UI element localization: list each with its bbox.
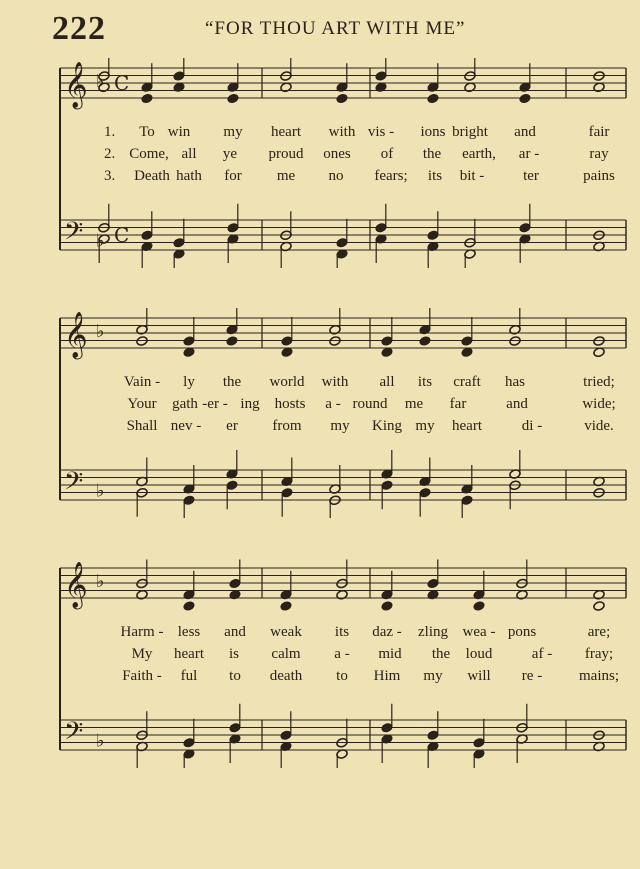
- note: [226, 336, 238, 347]
- lyric-syllable: with: [321, 374, 349, 390]
- lyric-syllable: fair: [588, 124, 610, 140]
- treble-clef-icon: 𝄞: [64, 312, 88, 358]
- flat-icon: ♭: [96, 71, 105, 92]
- note: [427, 741, 439, 768]
- lyric-syllable: mains;: [579, 668, 619, 684]
- note: [381, 480, 393, 509]
- note: [183, 749, 195, 768]
- note: [183, 719, 195, 748]
- lyric-syllable: for: [224, 168, 242, 184]
- lyric-syllable: ar -: [518, 146, 540, 162]
- lyric-line-verse-1: [52, 624, 630, 644]
- lyric-syllable: are;: [587, 624, 611, 640]
- note: [375, 204, 387, 233]
- note: [336, 249, 348, 268]
- note: [464, 219, 476, 248]
- note: [183, 347, 195, 358]
- lyric-syllable: a -: [334, 646, 350, 662]
- lyric-syllable: the: [422, 146, 442, 162]
- lyric-syllable: ions: [420, 124, 446, 140]
- lyric-syllable: to: [229, 668, 241, 684]
- lyric-syllable: death: [269, 668, 303, 684]
- lyric-syllable: tried;: [583, 374, 615, 390]
- treble-staff: [60, 568, 626, 598]
- lyric-syllable: proud: [268, 146, 304, 162]
- note: [281, 458, 293, 487]
- lyric-syllable: zling: [418, 624, 448, 640]
- lyric-syllable: the: [222, 374, 242, 390]
- note: [280, 741, 292, 768]
- note: [461, 465, 473, 494]
- note: [464, 58, 476, 81]
- lyric-syllable: Your: [127, 396, 157, 412]
- lyric-syllable: all: [379, 374, 395, 390]
- lyric-syllable: a -: [325, 396, 341, 412]
- note: [229, 704, 241, 733]
- note: [427, 241, 439, 268]
- note: [280, 241, 292, 268]
- lyric-syllable: will: [467, 668, 491, 684]
- lyric-syllable: and: [514, 124, 536, 140]
- lyric-syllable: round: [352, 396, 388, 412]
- note: [461, 347, 473, 358]
- lyric-syllable: ray: [589, 146, 609, 162]
- lyric-syllable: hosts: [274, 396, 306, 412]
- lyric-syllable: ly: [183, 374, 195, 390]
- note: [336, 719, 348, 748]
- note: [227, 234, 239, 263]
- note: [516, 704, 528, 733]
- note: [329, 465, 341, 494]
- note: [509, 480, 521, 509]
- note: [173, 249, 185, 268]
- lyric-syllable: craft: [453, 374, 481, 390]
- lyric-syllable: pons: [507, 624, 537, 640]
- flat-icon: ♭: [96, 230, 105, 252]
- lyric-syllable: To: [139, 124, 155, 140]
- lyric-syllable: re -: [521, 668, 543, 684]
- common-time-icon: C: [114, 223, 130, 247]
- note: [381, 450, 393, 479]
- note: [519, 234, 531, 263]
- note: [509, 308, 521, 335]
- note: [516, 734, 528, 763]
- bass-clef-icon: 𝄢: [64, 717, 84, 752]
- note: [280, 711, 292, 740]
- lyric-syllable: far: [449, 396, 467, 412]
- lyric-syllable: vide.: [584, 418, 614, 434]
- note: [464, 249, 476, 268]
- note: [136, 458, 148, 487]
- lyric-syllable: less: [177, 624, 201, 640]
- lyric-syllable: 2.: [104, 146, 116, 162]
- lyric-line-verse-2: [52, 646, 630, 666]
- lyric-syllable: with: [328, 124, 356, 140]
- lyric-syllable: bit -: [459, 168, 485, 184]
- lyric-line-verse-1: [52, 374, 630, 394]
- note: [281, 317, 293, 346]
- note: [226, 480, 238, 509]
- hymn-title: “FOR THOU ART WITH ME”: [205, 18, 466, 39]
- lyric-syllable: fray;: [584, 646, 614, 662]
- note: [473, 719, 485, 748]
- bass-clef-icon: 𝄢: [64, 467, 84, 502]
- flat-icon: ♭: [96, 730, 105, 752]
- lyric-syllable: the: [431, 646, 451, 662]
- flat-icon: ♭: [96, 480, 105, 502]
- note: [427, 211, 439, 240]
- lyric-syllable: heart: [452, 418, 482, 434]
- lyric-syllable: me: [276, 168, 296, 184]
- note: [419, 308, 431, 335]
- lyric-syllable: my: [423, 668, 443, 684]
- note: [136, 560, 148, 589]
- flat-icon: ♭: [96, 571, 105, 592]
- lyric-syllable: my: [330, 418, 350, 434]
- note: [329, 308, 341, 335]
- note: [419, 458, 431, 487]
- bass-clef-icon: 𝄢: [64, 217, 84, 252]
- note: [427, 711, 439, 740]
- note: [329, 495, 341, 518]
- lyric-syllable: heart: [271, 124, 301, 140]
- note: [227, 93, 239, 104]
- note: [516, 560, 528, 589]
- lyric-syllable: my: [223, 124, 243, 140]
- lyric-syllable: weak: [270, 624, 302, 640]
- note: [336, 219, 348, 248]
- note: [226, 308, 238, 335]
- lyric-syllable: to: [336, 668, 348, 684]
- lyric-syllable: no: [328, 168, 344, 184]
- lyric-syllable: daz -: [372, 624, 402, 640]
- lyric-syllable: Death: [134, 168, 170, 184]
- lyric-syllable: King: [372, 418, 402, 434]
- lyric-line-verse-3: [52, 418, 630, 438]
- note: [183, 495, 195, 518]
- note: [226, 450, 238, 479]
- note: [419, 336, 431, 347]
- lyric-syllable: Come,: [129, 146, 169, 162]
- lyric-syllable: from: [272, 418, 302, 434]
- note: [336, 560, 348, 589]
- lyric-syllable: ter: [523, 168, 539, 184]
- lyric-syllable: ones: [323, 146, 351, 162]
- lyric-line-verse-2: [52, 396, 630, 416]
- lyric-syllable: mid: [378, 646, 402, 662]
- note: [229, 734, 241, 763]
- note: [461, 495, 473, 518]
- note: [280, 211, 292, 240]
- treble-clef-icon: 𝄞: [64, 562, 88, 608]
- bass-staff: [60, 720, 626, 750]
- lyric-syllable: me: [404, 396, 424, 412]
- lyric-syllable: fears;: [374, 168, 408, 184]
- note: [227, 204, 239, 233]
- lyric-syllable: nev -: [170, 418, 202, 434]
- lyric-line-verse-2: [52, 146, 630, 166]
- lyric-syllable: earth,: [462, 146, 496, 162]
- music-system-1: [52, 58, 630, 268]
- lyric-syllable: 3.: [104, 168, 116, 184]
- note: [183, 317, 195, 346]
- note: [519, 204, 531, 233]
- treble-clef-icon: 𝄞: [64, 62, 88, 108]
- lyric-syllable: is: [228, 646, 240, 662]
- lyric-syllable: di -: [521, 418, 543, 434]
- lyric-syllable: af -: [531, 646, 553, 662]
- note: [280, 58, 292, 81]
- note: [336, 749, 348, 768]
- note: [136, 711, 148, 740]
- note: [183, 601, 195, 612]
- lyric-syllable: wide;: [582, 396, 616, 412]
- note: [136, 308, 148, 335]
- note: [141, 241, 153, 268]
- lyric-syllable: ye: [222, 146, 238, 162]
- lyric-syllable: gath: [172, 396, 198, 412]
- note: [381, 704, 393, 733]
- lyric-syllable: has: [505, 374, 525, 390]
- music-system-2: [52, 308, 630, 518]
- note: [136, 741, 148, 768]
- note: [381, 347, 393, 358]
- lyric-line-verse-3: [52, 668, 630, 688]
- note: [427, 560, 439, 589]
- lyric-syllable: vis -: [367, 124, 395, 140]
- note: [281, 347, 293, 358]
- lyric-syllable: its: [417, 374, 433, 390]
- note: [141, 211, 153, 240]
- note: [173, 219, 185, 248]
- note: [473, 601, 485, 612]
- note: [336, 93, 348, 104]
- note: [281, 487, 293, 516]
- lyric-syllable: heart: [174, 646, 204, 662]
- note: [593, 601, 605, 612]
- lyric-syllable: -er -: [202, 396, 228, 412]
- lyric-syllable: ful: [180, 668, 198, 684]
- lyric-syllable: its: [427, 168, 443, 184]
- note: [280, 601, 292, 612]
- lyric-syllable: hath: [176, 168, 202, 184]
- note: [519, 93, 531, 104]
- note: [229, 560, 241, 589]
- lyric-syllable: world: [269, 374, 305, 390]
- lyric-line-verse-1: [52, 124, 630, 144]
- note: [375, 58, 387, 81]
- note: [473, 749, 485, 768]
- lyric-syllable: its: [334, 624, 350, 640]
- note: [419, 487, 431, 516]
- note: [593, 347, 605, 358]
- lyric-syllable: and: [224, 624, 246, 640]
- lyric-syllable: wea -: [462, 624, 496, 640]
- lyric-syllable: my: [415, 418, 435, 434]
- lyric-syllable: Shall: [126, 418, 158, 434]
- note: [375, 234, 387, 263]
- note: [427, 93, 439, 104]
- common-time-icon: C: [114, 71, 130, 95]
- lyric-syllable: Him: [373, 668, 401, 684]
- lyric-syllable: Vain -: [123, 374, 161, 390]
- lyric-syllable: Faith -: [122, 668, 162, 684]
- lyric-syllable: all: [181, 146, 197, 162]
- lyric-syllable: of: [380, 146, 394, 162]
- note: [461, 317, 473, 346]
- lyric-syllable: My: [131, 646, 153, 662]
- lyric-syllable: Harm -: [120, 624, 164, 640]
- lyric-line-verse-3: [52, 168, 630, 188]
- lyric-syllable: win: [167, 124, 191, 140]
- lyric-syllable: bright: [452, 124, 488, 140]
- note: [381, 734, 393, 763]
- lyric-syllable: ing: [240, 396, 260, 412]
- note: [183, 465, 195, 494]
- lyric-syllable: and: [506, 396, 528, 412]
- note: [509, 450, 521, 479]
- music-system-3: [52, 558, 630, 768]
- note: [173, 58, 185, 81]
- lyric-syllable: calm: [271, 646, 301, 662]
- lyric-syllable: er: [226, 418, 238, 434]
- lyric-syllable: loud: [465, 646, 493, 662]
- note: [136, 487, 148, 516]
- note: [98, 204, 110, 233]
- flat-icon: ♭: [96, 321, 105, 342]
- note: [141, 93, 153, 104]
- lyric-syllable: 1.: [104, 124, 116, 140]
- page-number: 222: [52, 10, 106, 47]
- note: [381, 317, 393, 346]
- note: [381, 601, 393, 612]
- lyric-syllable: pains: [583, 168, 615, 184]
